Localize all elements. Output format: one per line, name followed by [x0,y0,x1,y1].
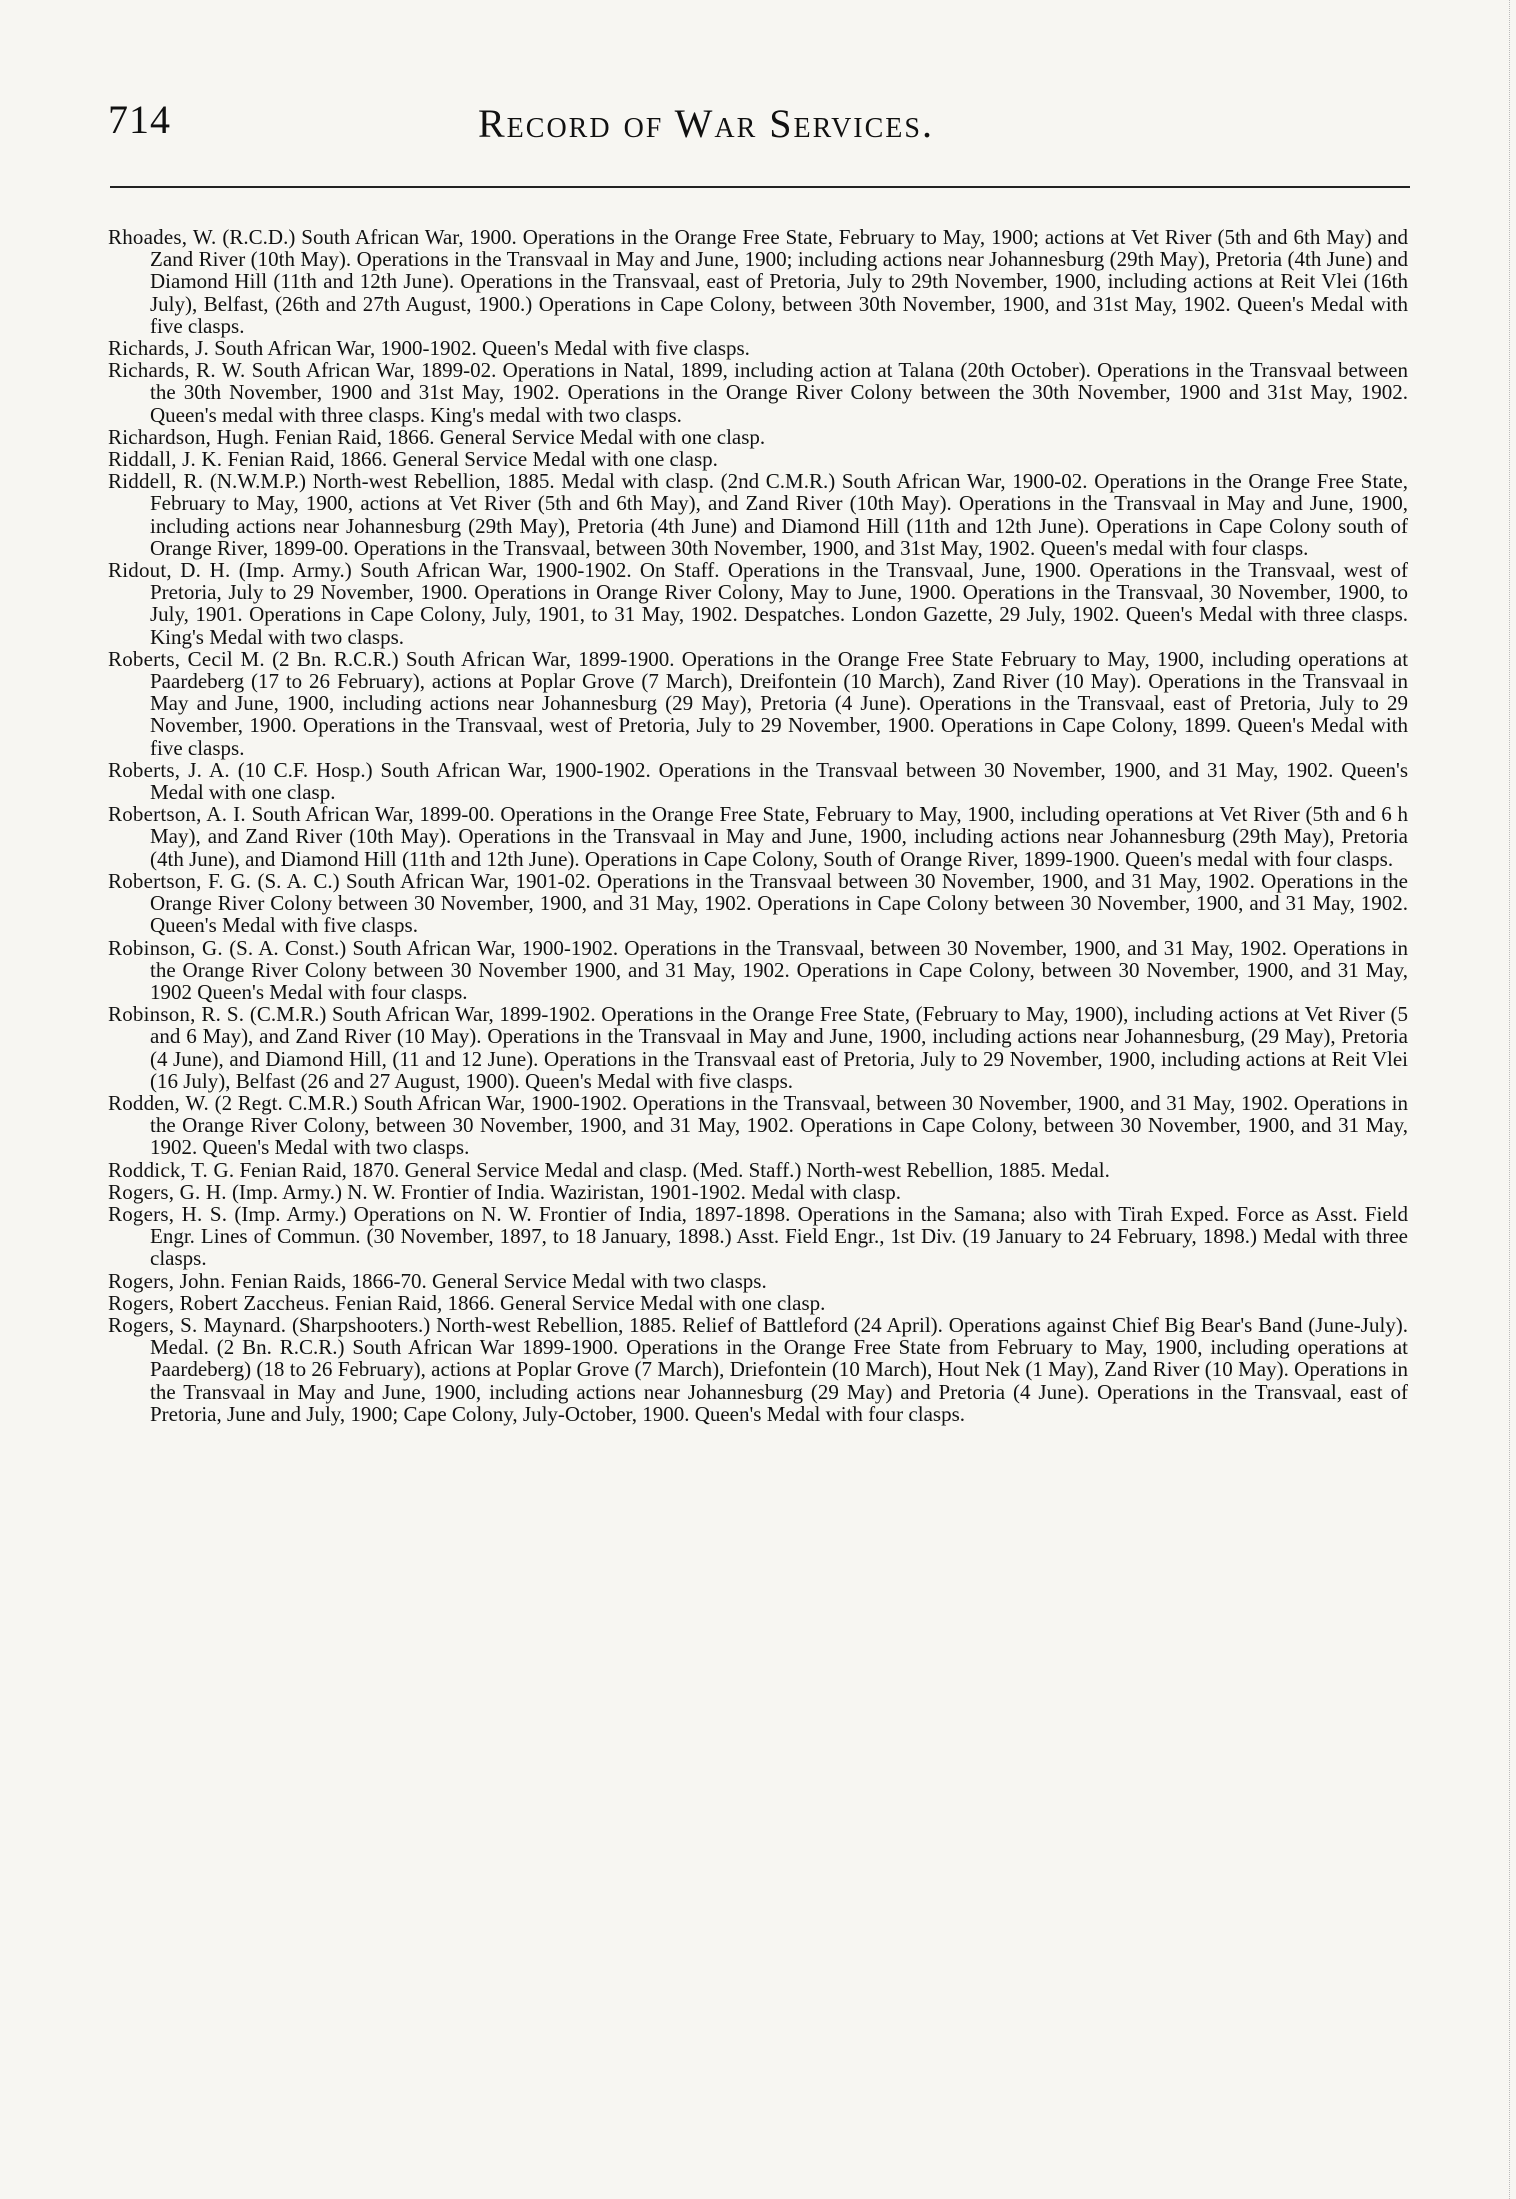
entry-name: Roberts, J. A. [108,757,230,782]
record-entry [108,1003,1408,1092]
record-entry [108,226,1408,337]
entry-name: Roberts, Cecil M. [108,646,265,671]
entry-unit: (Imp. Army.) [238,558,352,583]
entry-unit: (Imp. Army.) [231,1179,342,1204]
entry-service-text: South African War, 1900-1902. On Staff. Operations in the Transvaal, June, 1900. Operations in the Transvaal, west of Pretoria, July to 29 November, 1900. Operations in Orange River Colony, May to June, 1900. Operations in the Transvaal, 30 November, 1900, to July, 1901. Operations in Cape Colony, July, 1901, to 31 May, 1902. Despatches. London Gazette, 29 July, 1902. Queen's Medal with three clasps. King's Medal with two clasps. [150,558,1408,649]
entry-name: Rogers, S. Maynard. [108,1312,287,1337]
entry-name: Roddick, T. G. [108,1157,235,1182]
entry-unit: (C.M.R.) [249,1002,327,1027]
record-entry [108,648,1408,759]
entry-name: Rogers, G. H. [108,1179,227,1204]
page-header [108,92,1408,162]
page-edge [1507,0,1510,2199]
entry-service-text: South African War, 1900-1902. Operations in the Transvaal between 30 November, 1900, and 31 May, 1902. Queen's Medal with one clasp. [150,757,1409,805]
entry-name: Robertson, F. G. [108,868,252,893]
entry-name: Rogers, H. S. [108,1201,228,1226]
record-entry [108,359,1408,426]
entry-name: Rhoades, W. [108,225,217,249]
entry-service-text: North-west Rebellion, 1885. Relief of Battleford (24 April). Operations against Chief Big Bear's Band (June-July). Medal. (2 Bn. R.C.R.) South African War 1899-1900. Operations in the Orange Free State from February to May, 1900, including operations at Paardeberg) (18 to 26 February), actions at Poplar Grove (7 March), Driefontein (10 March), Hout Nek (1 May), Zand River (10 May). Operations in the Transvaal in May and June, 1900, including actions near Johannesburg (29 May) and Pretoria (4 June). Operations in the Transvaal, east of Pretoria, June and July, 1900; Cape Colony, July-October, 1900. Queen's Medal with four clasps. [150,1312,1409,1426]
entry-name: Richards, R. W. [108,358,246,383]
record-entry [108,1314,1408,1425]
record-entry [108,470,1408,559]
entry-service-text: South African War, 1900-1902. Queen's Medal with five clasps. [214,336,750,361]
record-entry [108,1159,1408,1181]
entry-service-text: North-west Rebellion, 1885. Medal with clasp. (2nd C.M.R.) South African War, 1900-02. Operations in the Orange Free State, February to May, 1900, actions at Vet River (5th and 6th May), and Zand River (10th May). Operations in the Transvaal in May and June, 1900, including actions near Johannesburg (29th May), Pretoria (4th June) and Diamond Hill (11th and 12th June). Operations in Cape Colony south of Orange River, 1899-00. Operations in the Transvaal, between 30th November, 1900, and 31st May, 1902. Queen's medal with four clasps. [150,469,1409,560]
record-entry [108,1092,1408,1159]
entry-service-text: South African War, 1901-02. Operations in the Transvaal between 30 November, 1900, and 31 May, 1902. Operations in the Orange River Colony between 30 November, 1900, and 31 May, 1902. Operations in Cape Colony between 30 November, 1900, and 31 May, 1902. Queen's Medal with five clasps. [150,868,1408,938]
entry-service-text: N. W. Frontier of India. Waziristan, 1901-1902. Medal with clasp. [347,1179,901,1204]
entry-unit: (2 Regt. C.M.R.) [214,1090,358,1115]
entry-service-text: South African War, 1899-00. Operations in the Orange Free State, February to May, 1900, including operations at Vet River (5th and 6 h May), and Zand River (10th May). Operations in the Transvaal in May and June, 1900, including actions near Johannesburg (29th May), Pretoria (4th June), and Diamond Hill (11th and 12th June). Operations in Cape Colony, South of Orange River, 1899-1900. Queen's medal with four clasps. [150,802,1408,871]
entry-unit: (Sharpshooters.) [292,1312,431,1337]
entry-name: Robinson, G. [108,935,223,960]
entry-unit: (R.C.D.) [222,225,296,249]
entry-name: Rogers, Robert Zaccheus. [108,1290,330,1315]
entry-name: Riddell, R. [108,469,204,494]
entry-service-text: South African War, 1899-1902. Operations in the Orange Free State, (February to May, 1900), including actions at Vet River (5 and 6 May), and Zand River (10 May). Operations in the Transvaal in May and June, 1900, including actions near Johannesburg, (29 May), Pretoria (4 June), and Diamond Hill, (11 and 12 June). Operations in the Transvaal east of Pretoria, July to 29 November, 1900, including actions at Reit Vlei (16 July), Belfast (26 and 27 August, 1900). Queen's Medal with five clasps. [150,1002,1409,1093]
record-entry [108,337,1408,359]
entry-service-text: South African War, 1899-1900. Operations in the Orange Free State February to May, 1900, including operations at Paardeberg (17 to 26 February), actions at Poplar Grove (7 March), Dreifontein (10 March), Zand River (10 May). Operations in the Transvaal in May and June, 1900, including actions near Johannesburg (29 May), Pretoria (4 June). Operations in the Transvaal, east of Pretoria, July to 29 November, 1900. Operations in the Transvaal, west of Pretoria, July to 29 November, 1900. Operations in Cape Colony, 1899. Queen's Medal with five clasps. [150,646,1409,760]
record-entry [108,448,1408,470]
entry-name: Ridout, D. H. [108,558,231,583]
record-entry [108,559,1408,648]
service-record-list [108,226,1408,1425]
entry-unit: (S. A. C.) [257,868,340,893]
record-entry [108,1270,1408,1292]
entry-service-text: Operations on N. W. Frontier of India, 1897-1898. Operations in the Samana; also with Tirah Exped. Force as Asst. Field Engr. Lines of Commun. (30 November, 1897, to 18 January, 1898.) Asst. Field Engr., 1st Div. (19 January to 24 February, 1898.) Medal with three clasps. [150,1201,1408,1271]
entry-name: Robinson, R. S. [108,1002,245,1027]
entry-name: Robertson, A. I. [108,802,246,827]
record-entry [108,1181,1408,1203]
entry-name: Richardson, Hugh. [108,424,270,449]
record-entry [108,803,1408,870]
entry-name: Riddall, J. K. [108,447,223,472]
entry-name: Rogers, John. [108,1268,226,1293]
entry-service-text: South African War, 1900-1902. Operations in the Transvaal, between 30 November, 1900, and 31 May, 1902. Operations in the Orange River Colony, between 30 November, 1900, and 31 May, 1902. Operations in Cape Colony, between 30 November, 1900, and 31 May, 1902. Queen's Medal with two clasps. [150,1090,1408,1160]
entry-service-text: Fenian Raid, 1866. General Service Medal with one clasp. [334,1290,826,1315]
entry-unit: (N.W.M.P.) [209,469,306,494]
record-entry [108,1292,1408,1314]
entry-name: Richards, J. [108,336,209,361]
entry-service-text: South African War, 1899-02. Operations in Natal, 1899, including action at Talana (20th October). Operations in the Transvaal between the 30th November, 1900 and 31st May, 1902. Operations in the Orange River Colony between the 30th November, 1900 and 31st May, 1902. Queen's medal with three clasps. King's medal with two clasps. [150,358,1409,427]
record-entry [108,1203,1408,1270]
running-head: Record of War Services. [478,101,934,146]
entry-service-text: Fenian Raids, 1866-70. General Service Medal with two clasps. [230,1268,767,1293]
header-rule [110,186,1410,188]
entry-service-text: South African War, 1900. Operations in the Orange Free State, February to May, 1900; actions at Vet River (5th and 6th May) and Zand River (10th May). Operations in the Transvaal in May and June, 1900; including actions near Johannesburg (29th May), Pretoria (4th June) and Diamond Hill (11th and 12th June). Operations in the Transvaal, east of Pretoria, July to 29th November, 1900, including actions at Reit Vlei (16th July), Belfast, (26th and 27th August, 1900.) Operations in Cape Colony, between 30th November, 1900, and 31st May, 1902. Queen's Medal with five clasps. [150,225,1408,338]
record-entry [108,426,1408,448]
entry-unit: (S. A. Const.) [229,935,347,960]
record-entry [108,870,1408,937]
record-entry [108,759,1408,803]
record-entry [108,937,1408,1004]
entry-unit: (2 Bn. R.C.R.) [272,646,399,671]
page-number: 714 [108,97,171,142]
entry-service-text: Fenian Raid, 1866. General Service Medal with one clasp. [227,447,718,472]
entry-name: Rodden, W. [108,1090,209,1115]
entry-unit: (Imp. Army.) [234,1201,347,1226]
entry-service-text: South African War, 1900-1902. Operations in the Transvaal, between 30 November, 1900, and 31 May, 1902. Operations in the Orange River Colony between 30 November 1900, and 31 May, 1902. Operations in Cape Colony, between 30 November, 1900, and 31 May, 1902 Queen's Medal with four clasps. [150,935,1408,1004]
entry-unit: (10 C.F. Hosp.) [237,757,373,782]
entry-service-text: Fenian Raid, 1866. General Service Medal with one clasp. [274,424,766,449]
entry-service-text: Fenian Raid, 1870. General Service Medal and clasp. (Med. Staff.) North-west Rebellion, 1885. Medal. [239,1157,1110,1182]
